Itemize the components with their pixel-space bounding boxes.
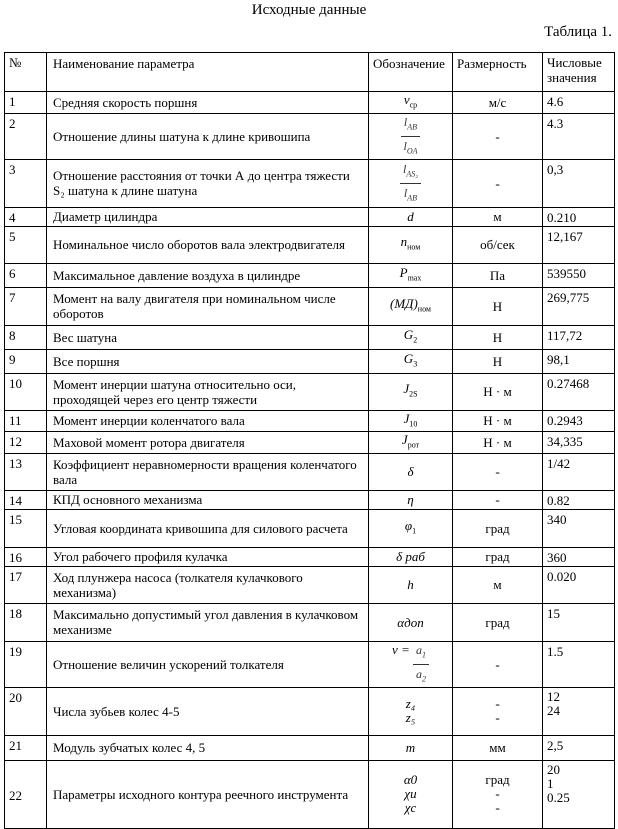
row-number: 15 <box>5 509 47 547</box>
fraction-numerator: a <box>416 642 423 657</box>
symbol-subscript: ном <box>417 304 431 314</box>
parameter-unit <box>453 92 543 114</box>
parameter-symbol <box>369 159 453 207</box>
symbol-item: χc <box>404 800 417 816</box>
parameter-value <box>543 760 615 828</box>
symbol-item: z₅ <box>405 710 416 726</box>
table-row <box>5 92 615 114</box>
parameter-symbol <box>369 92 453 114</box>
header-value: Числовые значения <box>543 53 615 92</box>
symbol: J <box>401 432 408 448</box>
symbol-subscript: 1 <box>412 526 417 536</box>
parameter-value <box>543 226 615 263</box>
denominator-subscript: AB <box>407 193 418 203</box>
fraction-denominator: a <box>416 667 423 682</box>
symbol-subscript: max <box>407 273 422 283</box>
parameter-symbol <box>369 287 453 325</box>
value-item: 20 <box>547 761 560 777</box>
parameter-name: Номинальное число оборотов вала электродвигателя <box>47 226 369 263</box>
unit: H <box>492 353 503 369</box>
unit: град <box>485 549 510 565</box>
value: 98,1 <box>547 351 570 367</box>
symbol: φ <box>404 517 413 533</box>
parameter-symbol <box>369 509 453 547</box>
parameter-value <box>543 325 615 349</box>
unit: H <box>492 298 503 314</box>
parameter-name: Вес шатуна <box>47 325 369 349</box>
parameter-unit <box>453 490 543 509</box>
parameter-name: Момент на валу двигателя при номинальном числе оборотов <box>47 287 369 325</box>
symbol: (МД) <box>390 295 418 311</box>
denominator-subscript: 2 <box>422 674 427 684</box>
row-number: 17 <box>5 566 47 603</box>
symbol: G <box>403 350 414 366</box>
parameter-symbol <box>369 113 453 159</box>
parameter-unit <box>453 687 543 735</box>
parameter-unit <box>453 263 543 287</box>
row-number: 16 <box>5 547 47 566</box>
parameter-value <box>543 687 615 735</box>
parameter-name: Момент инерции шатуна относительно оси, проходящей через его центр тяжести <box>47 373 369 410</box>
parameter-value <box>543 287 615 325</box>
parameter-value <box>543 113 615 159</box>
symbol: J <box>403 410 410 426</box>
parameter-name: Момент инерции коленчатого вала <box>47 410 369 432</box>
row-number: 13 <box>5 453 47 490</box>
symbol: h <box>407 577 414 593</box>
row-number: 12 <box>5 432 47 454</box>
value: 0,3 <box>547 161 564 177</box>
symbol: v <box>403 92 410 107</box>
parameter-name: Максимальное давление воздуха в цилиндре <box>47 263 369 287</box>
parameter-unit <box>453 760 543 828</box>
parameter-value <box>543 207 615 226</box>
symbol-fraction <box>400 115 420 159</box>
header-number: № <box>5 53 47 92</box>
parameter-name: Диаметр цилиндра <box>47 207 369 226</box>
symbol: δ <box>407 464 414 480</box>
table-label: Таблица 1. <box>544 24 612 40</box>
row-number: 9 <box>5 349 47 373</box>
unit: м <box>493 577 502 593</box>
unit: Па <box>489 267 506 283</box>
parameter-name: Отношение длины шатуна к длине кривошипа <box>47 113 369 159</box>
unit: об/сек <box>480 237 515 253</box>
table-row <box>5 263 615 287</box>
unit: - <box>495 175 500 191</box>
parameter-value <box>543 92 615 114</box>
table-row <box>5 226 615 263</box>
header-unit: Размерность <box>453 53 543 92</box>
table-row <box>5 566 615 603</box>
parameter-unit <box>453 432 543 454</box>
symbol-subscript: 2 <box>413 335 418 345</box>
parameter-unit <box>453 410 543 432</box>
table-row <box>5 432 615 454</box>
parameter-value <box>543 547 615 566</box>
parameter-unit <box>453 566 543 603</box>
symbol-subscript: ном <box>407 242 421 252</box>
parameter-value <box>543 641 615 687</box>
row-number: 3 <box>5 159 47 207</box>
parameter-symbol <box>369 432 453 454</box>
parameter-unit <box>453 373 543 410</box>
parameter-symbol <box>369 453 453 490</box>
row-number: 19 <box>5 641 47 687</box>
value-item: 1 <box>547 775 554 791</box>
fraction-numerator: l <box>403 114 408 129</box>
table-row <box>5 641 615 687</box>
header-symbol: Обозначение <box>369 53 453 92</box>
table-body <box>5 92 615 829</box>
unit: - <box>495 128 500 144</box>
parameter-value <box>543 603 615 641</box>
value-item: 24 <box>547 702 560 718</box>
parameter-symbol <box>369 226 453 263</box>
parameter-unit <box>453 287 543 325</box>
symbol: δ раб <box>396 549 425 565</box>
parameter-symbol <box>369 410 453 432</box>
row-number: 7 <box>5 287 47 325</box>
value: 117,72 <box>547 327 583 343</box>
value: 539550 <box>547 265 586 281</box>
parameter-name: Угловая координата кривошипа для силового расчета <box>47 509 369 547</box>
parameter-name: Отношение величин ускорений толкателя <box>47 641 369 687</box>
denominator-subscript: OA <box>406 146 418 156</box>
unit-item: - <box>495 786 500 802</box>
symbol: J <box>403 381 410 397</box>
table-row <box>5 373 615 410</box>
unit: - <box>495 464 500 480</box>
unit: град <box>485 520 510 536</box>
parameter-symbol <box>369 760 453 828</box>
fraction-denominator: l <box>403 186 408 201</box>
parameter-symbol <box>369 641 453 687</box>
parameter-symbol <box>369 373 453 410</box>
table-row <box>5 603 615 641</box>
parameter-name: Параметры исходного контура реечного инструмента <box>47 760 369 828</box>
symbol-subscript: 3 <box>413 359 418 369</box>
document-title: Исходные данные <box>251 2 367 18</box>
parameter-value <box>543 410 615 432</box>
value: 0.020 <box>547 568 577 584</box>
parameter-value <box>543 159 615 207</box>
table-header-row <box>5 53 615 92</box>
row-number: 20 <box>5 687 47 735</box>
symbol: n <box>400 234 408 250</box>
parameter-symbol <box>369 547 453 566</box>
numerator-subscript: AB <box>407 122 418 132</box>
row-number: 22 <box>5 760 47 828</box>
value-item: 0.25 <box>547 789 570 805</box>
table-row <box>5 735 615 760</box>
table-row <box>5 325 615 349</box>
row-number: 2 <box>5 113 47 159</box>
value: 340 <box>547 511 567 527</box>
parameter-name: Отношение расстояния от точки А до центра тяжести S₂ шатуна к длине шатуна <box>47 159 369 207</box>
parameter-symbol <box>369 263 453 287</box>
numerator-subscript: AS₂ <box>406 169 418 179</box>
symbol: d <box>407 209 414 225</box>
value: 0.27468 <box>547 375 590 391</box>
parameter-symbol <box>369 490 453 509</box>
parameter-name: Числа зубьев колес 4-5 <box>47 687 369 735</box>
fraction-denominator: l <box>403 139 407 154</box>
parameter-unit <box>453 641 543 687</box>
row-number: 4 <box>5 207 47 226</box>
symbol-item: χu <box>404 786 417 802</box>
parameter-unit <box>453 113 543 159</box>
symbol-subscript: 10 <box>409 419 418 429</box>
value: 269,775 <box>547 289 590 305</box>
row-number: 21 <box>5 735 47 760</box>
unit: град <box>485 614 510 630</box>
parameter-symbol <box>369 207 453 226</box>
value: 2,5 <box>547 737 564 753</box>
parameter-symbol <box>369 325 453 349</box>
parameter-value <box>543 509 615 547</box>
value: 0.82 <box>547 492 570 508</box>
parameter-unit <box>453 349 543 373</box>
parameter-unit <box>453 453 543 490</box>
parameter-unit <box>453 159 543 207</box>
parameter-unit <box>453 735 543 760</box>
unit: H · м <box>483 384 512 400</box>
table-row <box>5 287 615 325</box>
row-number: 10 <box>5 373 47 410</box>
value: 4.6 <box>547 94 564 109</box>
parameter-symbol <box>369 603 453 641</box>
parameter-value <box>543 373 615 410</box>
symbol: G <box>403 326 414 342</box>
unit: мм <box>489 740 506 756</box>
row-number: 8 <box>5 325 47 349</box>
value: 360 <box>547 549 567 565</box>
value: 4.3 <box>547 115 564 131</box>
parameter-symbol <box>369 566 453 603</box>
parameter-name: Все поршня <box>47 349 369 373</box>
table-row <box>5 410 615 432</box>
unit-item: - <box>495 696 500 712</box>
row-number: 11 <box>5 410 47 432</box>
unit: H · м <box>483 434 512 450</box>
parameter-name: Маховой момент ротора двигателя <box>47 432 369 454</box>
parameter-value <box>543 490 615 509</box>
parameter-value <box>543 432 615 454</box>
table-row <box>5 490 615 509</box>
row-number: 6 <box>5 263 47 287</box>
value: 34,335 <box>547 434 583 450</box>
parameter-symbol <box>369 735 453 760</box>
parameter-symbol <box>369 349 453 373</box>
table-row <box>5 760 615 828</box>
symbol-prefix: v = <box>391 641 410 657</box>
parameter-unit <box>453 509 543 547</box>
value: 0.210 <box>547 209 577 225</box>
parameter-name: Коэффициент неравномерности вращения коленчатого вала <box>47 453 369 490</box>
symbol: m <box>405 740 416 756</box>
value: 12,167 <box>547 228 583 244</box>
row-number: 5 <box>5 226 47 263</box>
table-row <box>5 113 615 159</box>
value: 15 <box>547 605 560 621</box>
table-row <box>5 207 615 226</box>
parameter-name: Угол рабочего профиля кулачка <box>47 547 369 566</box>
table-row <box>5 687 615 735</box>
unit: м/с <box>488 94 507 110</box>
parameters-table <box>4 52 615 829</box>
parameter-symbol <box>369 687 453 735</box>
table-row <box>5 159 615 207</box>
parameter-name: Средняя скорость поршня <box>47 92 369 114</box>
symbol-subscript: 2S <box>409 389 418 399</box>
parameter-unit <box>453 226 543 263</box>
row-number: 14 <box>5 490 47 509</box>
unit: - <box>495 656 500 672</box>
value: 0.2943 <box>547 412 583 428</box>
table-row <box>5 453 615 490</box>
table-row <box>5 509 615 547</box>
unit: - <box>495 492 500 508</box>
numerator-subscript: 1 <box>422 650 427 660</box>
unit: H <box>492 329 503 345</box>
parameter-name: Модуль зубчатых колес 4, 5 <box>47 735 369 760</box>
symbol-fraction <box>400 162 421 206</box>
parameter-unit <box>453 547 543 566</box>
parameter-value <box>543 566 615 603</box>
unit-item: - <box>495 800 500 816</box>
symbol: η <box>407 492 414 508</box>
parameter-value <box>543 735 615 760</box>
parameter-value <box>543 349 615 373</box>
symbol-item: z₄ <box>405 696 416 712</box>
unit: H · м <box>483 413 512 429</box>
symbol-subscript: рот <box>407 440 420 450</box>
value: 1/42 <box>547 455 571 471</box>
parameter-unit <box>453 325 543 349</box>
parameter-unit <box>453 603 543 641</box>
parameter-name: Максимально допустимый угол давления в кулачковом механизме <box>47 603 369 641</box>
parameter-value <box>543 453 615 490</box>
value: 1.5 <box>547 643 564 659</box>
unit: м <box>493 209 502 225</box>
parameter-value <box>543 263 615 287</box>
header-name: Наименование параметра <box>47 53 369 92</box>
symbol: αдоп <box>397 614 424 630</box>
unit-item: град <box>485 772 510 788</box>
value-item: 12 <box>547 688 560 704</box>
unit-item: - <box>495 710 500 726</box>
fraction-numerator: l <box>402 161 407 176</box>
table-row <box>5 349 615 373</box>
symbol: P <box>399 264 408 280</box>
symbol-fraction <box>413 643 429 687</box>
parameter-unit <box>453 207 543 226</box>
parameter-name: Ход плунжера насоса (толкателя кулачкового механизма) <box>47 566 369 603</box>
symbol-item: α0 <box>403 772 418 788</box>
parameter-name: КПД основного механизма <box>47 490 369 509</box>
symbol-subscript: ср <box>409 100 418 110</box>
row-number: 1 <box>5 92 47 114</box>
table-row <box>5 547 615 566</box>
row-number: 18 <box>5 603 47 641</box>
